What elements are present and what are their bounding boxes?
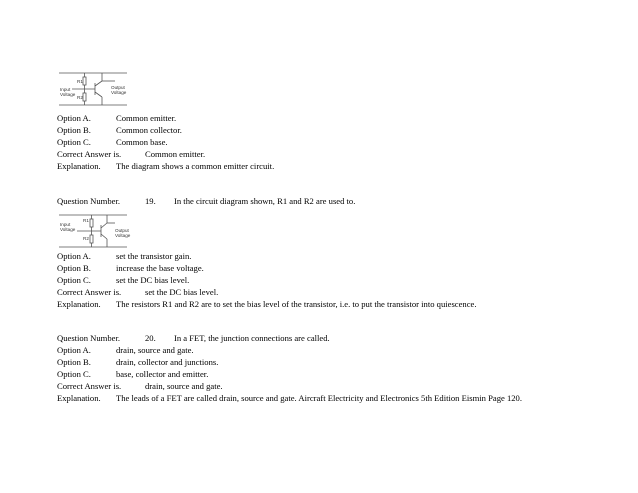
q20-option-c-text: base, collector and emitter. — [116, 369, 209, 379]
q19-question-text: In the circuit diagram shown, R1 and R2 are used to. — [174, 196, 356, 206]
q19-answer-text: set the DC bias level. — [145, 287, 219, 297]
q18-answer-text: Common emitter. — [145, 149, 206, 159]
q20-option-a-label: Option A. — [57, 345, 91, 355]
label-r1: R1 — [77, 79, 83, 84]
q19-option-b-text: increase the base voltage. — [116, 263, 204, 273]
q20-option-a-text: drain, source and gate. — [116, 345, 194, 355]
q20-question-text: In a FET, the junction connections are called. — [174, 333, 330, 343]
q18-explanation — [57, 161, 275, 173]
q18-option-c-text: Common base. — [116, 137, 168, 147]
q20-option-b-label: Option B. — [57, 357, 91, 367]
q20-option-b-text: drain, collector and junctions. — [116, 357, 219, 367]
q20-correct-answer — [57, 381, 223, 393]
q19-option-b-label: Option B. — [57, 263, 91, 273]
q19-option-b — [57, 263, 204, 275]
q20-option-c-label: Option C. — [57, 369, 91, 379]
q19-number-label: Question Number. — [57, 196, 121, 206]
q20-answer-text: drain, source and gate. — [145, 381, 223, 391]
label-output-voltage: Voltage — [115, 233, 131, 238]
q20-explanation — [57, 393, 522, 405]
q19-question — [57, 196, 356, 208]
q19-explanation — [57, 299, 477, 311]
q19-explanation-label: Explanation. — [57, 299, 101, 309]
q20-explanation-text: The leads of a FET are called drain, source and gate. Aircraft Electricity and Electronics 5th Edition Eismin Page 120. — [116, 393, 522, 403]
label-r1: R1 — [83, 218, 89, 223]
label-input-voltage: Voltage — [60, 227, 76, 232]
q20-number-label: Question Number. — [57, 333, 121, 343]
q20-explanation-label: Explanation. — [57, 393, 101, 403]
q19-number: 19. — [145, 196, 156, 206]
q18-option-b — [57, 125, 182, 137]
q18-option-a-text: Common emitter. — [116, 113, 177, 123]
label-output-voltage: Voltage — [111, 90, 127, 95]
circuit-diagram-q18 — [57, 70, 137, 108]
q18-option-b-text: Common collector. — [116, 125, 182, 135]
circuit-diagram-q19 — [57, 212, 137, 250]
q19-option-a-text: set the transistor gain. — [116, 251, 192, 261]
q18-option-c-label: Option C. — [57, 137, 91, 147]
q20-option-a — [57, 345, 194, 357]
q19-option-c — [57, 275, 190, 287]
q18-option-c — [57, 137, 168, 149]
q19-correct-answer — [57, 287, 219, 299]
label-r2: R2 — [77, 95, 83, 100]
q20-option-b — [57, 357, 219, 369]
q20-answer-label: Correct Answer is. — [57, 381, 122, 391]
q19-answer-label: Correct Answer is. — [57, 287, 122, 297]
q19-option-c-label: Option C. — [57, 275, 91, 285]
q19-option-a — [57, 251, 192, 263]
q20-question — [57, 333, 330, 345]
q18-explanation-text: The diagram shows a common emitter circuit. — [116, 161, 275, 171]
label-input: Input — [60, 87, 71, 92]
label-input-voltage: Voltage — [60, 92, 76, 97]
q20-option-c — [57, 369, 209, 381]
q18-answer-label: Correct Answer is. — [57, 149, 122, 159]
label-output: Output — [111, 85, 125, 90]
q19-option-c-text: set the DC bias level. — [116, 275, 190, 285]
q18-option-a-label: Option A. — [57, 113, 91, 123]
q18-correct-answer — [57, 149, 206, 161]
q19-explanation-text: The resistors R1 and R2 are to set the bias level of the transistor, i.e. to put the transistor into quiescence. — [116, 299, 477, 309]
q18-option-a — [57, 113, 177, 125]
q18-option-b-label: Option B. — [57, 125, 91, 135]
label-r2: R2 — [83, 236, 89, 241]
q18-explanation-label: Explanation. — [57, 161, 101, 171]
q20-number: 20. — [145, 333, 156, 343]
q19-option-a-label: Option A. — [57, 251, 91, 261]
label-output: Output — [115, 228, 129, 233]
label-input: Input — [60, 222, 71, 227]
